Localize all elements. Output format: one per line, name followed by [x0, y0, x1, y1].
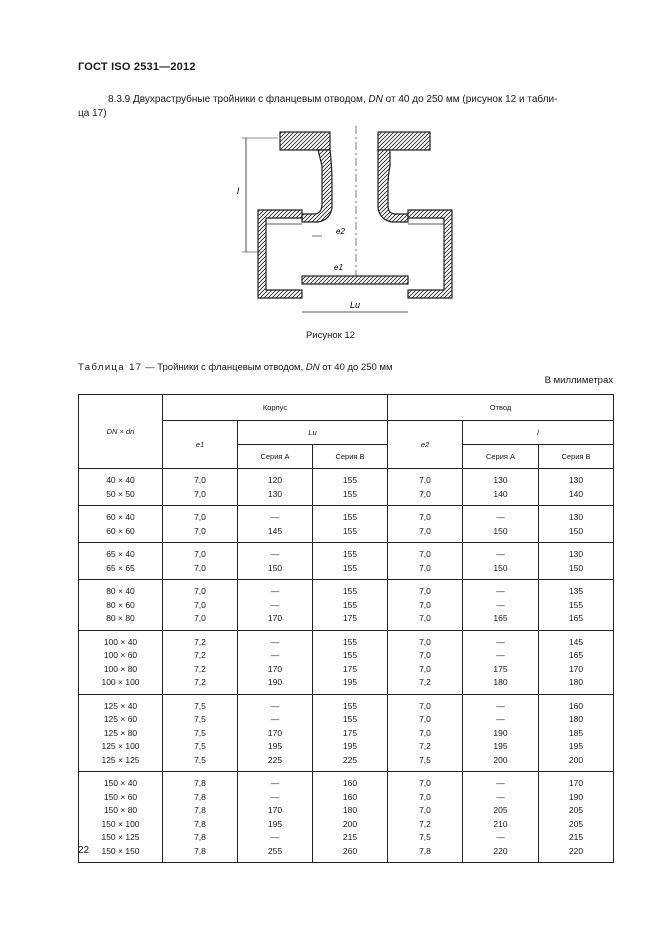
cell-value: 7,0	[194, 525, 206, 536]
cell-value: 7,2	[419, 741, 431, 751]
table-cell	[79, 543, 163, 580]
cell-value: 7,0	[419, 650, 431, 660]
cell-value: 100 × 60	[103, 650, 138, 660]
table-cell	[79, 469, 163, 506]
table-cell	[463, 469, 539, 506]
cell-value: 7,0	[419, 549, 431, 559]
cell-value: 130	[568, 475, 584, 485]
cell-value: 125 × 60	[103, 714, 138, 724]
cell-value: 170	[267, 663, 283, 674]
cell-value: —	[496, 832, 505, 842]
table-cell	[238, 694, 313, 772]
cell-value: 155	[342, 475, 358, 485]
cell-value: —	[270, 791, 280, 802]
table-cell	[163, 772, 238, 863]
cell-value: 160	[342, 778, 358, 788]
cell-value: 125 × 80	[103, 727, 138, 738]
table-cell	[163, 580, 238, 631]
header-series-a: Серия А	[238, 445, 313, 469]
table-cell	[163, 469, 238, 506]
cell-value: —	[270, 700, 280, 711]
cell-value: 175	[493, 663, 508, 674]
cell-value: 195	[267, 741, 283, 751]
cell-value: 7,0	[419, 475, 431, 485]
cell-value: 180	[342, 805, 358, 815]
cell-value: —	[270, 512, 280, 522]
cell-value: 150 × 150	[101, 845, 140, 856]
cell-value: 135	[568, 586, 584, 596]
cell-value: 195	[342, 741, 358, 751]
cell-value: 7,5	[419, 754, 431, 765]
table-cell	[238, 543, 313, 580]
cell-value: 215	[568, 832, 584, 842]
table-cell	[463, 630, 539, 694]
cell-value: 7,0	[194, 549, 206, 559]
label-l: l	[237, 186, 239, 196]
cell-value: 170	[568, 663, 584, 674]
cell-value: 160	[342, 791, 358, 802]
table-cell	[388, 469, 463, 506]
cell-value: —	[270, 549, 280, 559]
cell-value: —	[496, 700, 505, 711]
table-row	[79, 630, 614, 694]
cell-value: 150	[267, 562, 283, 573]
table-cell	[238, 469, 313, 506]
cell-value: —	[496, 599, 505, 610]
table-cell	[79, 580, 163, 631]
cell-value: 180	[568, 677, 584, 687]
table-cell	[463, 580, 539, 631]
cell-value: 7,8	[419, 845, 431, 856]
cell-value: 150 × 40	[103, 778, 138, 788]
cell-value: 7,8	[194, 832, 206, 842]
cell-value: 130	[568, 549, 584, 559]
cell-value: 7,2	[194, 663, 206, 674]
cell-value: 120	[267, 475, 283, 485]
cell-value: 7,8	[194, 778, 206, 788]
cell-value: 145	[267, 525, 283, 536]
dimensions-table	[78, 394, 614, 863]
cell-value: 130	[568, 512, 584, 522]
cell-value: 260	[342, 845, 358, 856]
cell-value: 7,5	[194, 714, 206, 724]
cell-value: 155	[342, 700, 358, 711]
table-cell	[313, 694, 388, 772]
table-cell	[313, 772, 388, 863]
cell-value: 7,0	[419, 663, 431, 674]
table-cell	[163, 694, 238, 772]
table-cell	[79, 772, 163, 863]
cell-value: 100 × 80	[103, 663, 138, 674]
section-number: 8.3.9	[108, 94, 131, 105]
cell-value: 195	[568, 741, 584, 751]
cell-value: 140	[568, 488, 584, 499]
header-l: l	[463, 421, 614, 445]
cell-value: 7,0	[419, 805, 431, 815]
tee-drawing	[228, 126, 468, 326]
cell-value: 125 × 40	[103, 700, 138, 711]
cell-value: 155	[342, 512, 358, 522]
cell-value: 155	[342, 650, 358, 660]
table-cell	[388, 506, 463, 543]
cell-value: —	[496, 791, 505, 802]
cell-value: 155	[342, 599, 358, 610]
cell-value: 130	[493, 475, 508, 485]
cell-value: 180	[568, 714, 584, 724]
table-cell	[238, 772, 313, 863]
cell-value: 205	[568, 818, 584, 829]
table-cell	[388, 543, 463, 580]
header-series-b: Серия В	[313, 445, 388, 469]
cell-value: 255	[267, 845, 283, 856]
cell-value: 7,5	[194, 754, 206, 765]
cell-value: 7,0	[419, 791, 431, 802]
cell-value: 7,0	[194, 512, 206, 522]
cell-value: 7,0	[419, 700, 431, 711]
cell-value: 7,0	[419, 525, 431, 536]
table-cell	[388, 694, 463, 772]
body-bottom-wall	[302, 276, 408, 284]
cell-value: 7,0	[419, 636, 431, 647]
cell-value: 170	[568, 778, 584, 788]
cell-value: 7,0	[419, 727, 431, 738]
cell-value: 7,5	[194, 700, 206, 711]
cell-value: —	[270, 832, 280, 842]
cell-value: 65 × 65	[106, 562, 135, 573]
table-cell	[313, 580, 388, 631]
table-units: В миллиметрах	[544, 375, 613, 386]
cell-value: 155	[342, 488, 358, 499]
table-row	[79, 694, 614, 772]
cell-value: 100 × 100	[101, 677, 140, 687]
cell-value: 175	[342, 663, 358, 674]
table-cell	[463, 694, 539, 772]
cell-value: 220	[493, 845, 508, 856]
cell-value: 125 × 100	[101, 741, 140, 751]
cell-value: 50 × 50	[106, 488, 135, 499]
table-cell	[539, 694, 614, 772]
cell-value: 175	[342, 613, 358, 623]
cell-value: 150	[493, 562, 508, 573]
cell-value: 150 × 80	[103, 805, 138, 815]
cell-value: 155	[342, 714, 358, 724]
table-cell	[79, 506, 163, 543]
right-socket	[408, 210, 452, 298]
table-caption: Таблица 17 — Тройники с фланцевым отводом, DN от 40 до 250 мм	[78, 362, 393, 373]
cell-value: 7,2	[194, 650, 206, 660]
cell-value: 7,2	[419, 818, 431, 829]
header-dn: DN × dn	[79, 395, 163, 469]
table-cell	[313, 630, 388, 694]
cell-value: 165	[568, 650, 584, 660]
table-cell	[463, 543, 539, 580]
cell-value: 190	[493, 727, 508, 738]
table-cell	[313, 543, 388, 580]
section-paragraph: 8.3.9 Двухраструбные тройники с фланцевым отводом, DN от 40 до 250 мм (рисунок 12 и табли- ца 17)	[78, 94, 558, 119]
left-flange	[280, 132, 330, 150]
header-e1: e1	[163, 421, 238, 469]
cell-value: —	[496, 512, 505, 522]
cell-value: 175	[342, 727, 358, 738]
cell-value: 7,0	[419, 562, 431, 573]
cell-value: 155	[342, 562, 358, 573]
table-cell	[463, 506, 539, 543]
cell-value: 7,2	[194, 636, 206, 647]
cell-value: 150 × 125	[101, 832, 140, 842]
cell-value: 155	[342, 525, 358, 536]
table-cell	[539, 543, 614, 580]
cell-value: 150 × 60	[103, 791, 138, 802]
cell-value: 155	[568, 599, 584, 610]
cell-value: 125 × 125	[101, 754, 140, 765]
table-row	[79, 543, 614, 580]
table-cell	[313, 469, 388, 506]
cell-value: 7,2	[419, 677, 431, 687]
cell-value: 7,0	[194, 599, 206, 610]
cell-value: —	[270, 714, 280, 724]
cell-value: 80 × 40	[106, 586, 135, 596]
cell-value: 7,0	[419, 488, 431, 499]
table-cell	[163, 506, 238, 543]
cell-value: 7,5	[194, 741, 206, 751]
label-e2: e2	[336, 227, 345, 236]
table-cell	[463, 772, 539, 863]
table-cell	[539, 580, 614, 631]
cell-value: 170	[267, 727, 283, 738]
cell-value: —	[496, 714, 505, 724]
header-series-a-branch: Серия А	[463, 445, 539, 469]
cell-value: 195	[342, 677, 358, 687]
cell-value: 200	[342, 818, 358, 829]
cell-value: —	[270, 650, 280, 660]
cell-value: 7,0	[194, 613, 206, 623]
label-e1: e1	[334, 263, 343, 272]
cell-value: 205	[493, 805, 508, 815]
right-flange	[378, 132, 430, 150]
table-cell	[539, 506, 614, 543]
cell-value: 7,0	[194, 586, 206, 596]
cell-value: 40 × 40	[106, 475, 135, 485]
cell-value: 100 × 40	[103, 636, 138, 647]
cell-value: 200	[493, 754, 508, 765]
cell-value: 220	[568, 845, 584, 856]
cell-value: 7,0	[419, 613, 431, 623]
table-cell	[539, 469, 614, 506]
table-row	[79, 506, 614, 543]
left-socket	[258, 210, 302, 298]
branch-wall-right	[378, 150, 408, 222]
cell-value: 7,0	[419, 778, 431, 788]
table-cell	[238, 630, 313, 694]
cell-value: 7,8	[194, 845, 206, 856]
cell-value: 7,0	[419, 714, 431, 724]
cell-value: —	[270, 778, 280, 788]
cell-value: 7,0	[194, 488, 206, 499]
cell-value: 65 × 40	[106, 549, 135, 559]
table-row	[79, 772, 614, 863]
cell-value: —	[496, 586, 505, 596]
table-cell	[388, 772, 463, 863]
cell-value: 200	[568, 754, 584, 765]
cell-value: —	[496, 549, 505, 559]
cell-value: —	[270, 599, 280, 610]
cell-value: —	[496, 778, 505, 788]
cell-value: 60 × 60	[106, 525, 135, 536]
table-cell	[388, 580, 463, 631]
table-row	[79, 580, 614, 631]
cell-value: 225	[267, 754, 283, 765]
cell-value: 7,0	[419, 512, 431, 522]
cell-value: 165	[493, 613, 508, 623]
table-cell	[238, 580, 313, 631]
cell-value: 170	[267, 613, 283, 623]
table-cell	[163, 543, 238, 580]
cell-value: 7,5	[194, 727, 206, 738]
cell-value: 80 × 60	[106, 599, 135, 610]
cell-value: —	[496, 636, 505, 647]
cell-value: 130	[267, 488, 283, 499]
cell-value: 190	[568, 791, 584, 802]
cell-value: 7,8	[194, 818, 206, 829]
cell-value: 7,0	[419, 586, 431, 596]
cell-value: 150 × 100	[101, 818, 140, 829]
cell-value: 60 × 40	[106, 512, 135, 522]
header-body: Корпус	[163, 395, 388, 421]
table-cell	[539, 630, 614, 694]
cell-value: 7,2	[194, 677, 206, 687]
figure-caption: Рисунок 12	[305, 330, 356, 341]
cell-value: 210	[493, 818, 508, 829]
cell-value: 195	[267, 818, 283, 829]
cell-value: 160	[568, 700, 584, 711]
header-lu: Lu	[238, 421, 388, 445]
cell-value: 180	[493, 677, 508, 687]
cell-value: 155	[342, 586, 358, 596]
header-e2: e2	[388, 421, 463, 469]
cell-value: —	[270, 586, 280, 596]
cell-value: 150	[568, 562, 584, 573]
cell-value: 190	[267, 677, 283, 687]
header-series-b-branch: Серия В	[539, 445, 614, 469]
cell-value: —	[496, 650, 505, 660]
branch-wall-left	[302, 150, 332, 222]
page-header: ГОСТ ISO 2531—2012	[78, 61, 196, 73]
cell-value: 7,5	[419, 832, 431, 842]
cell-value: 7,8	[194, 791, 206, 802]
header-branch: Отвод	[388, 395, 614, 421]
cell-value: 165	[568, 613, 584, 623]
cell-value: 225	[342, 754, 358, 765]
cell-value: 7,0	[194, 475, 206, 485]
cell-value: 7,0	[419, 599, 431, 610]
cell-value: 7,8	[194, 805, 206, 815]
cell-value: 195	[493, 741, 508, 751]
table-cell	[388, 630, 463, 694]
cell-value: 155	[342, 549, 358, 559]
cell-value: 150	[568, 525, 584, 536]
cell-value: 205	[568, 805, 584, 815]
table-row	[79, 469, 614, 506]
table-cell	[79, 630, 163, 694]
label-lu: Lu	[350, 300, 361, 310]
table-cell	[238, 506, 313, 543]
cell-value: 7,0	[194, 562, 206, 573]
cell-value: 185	[568, 727, 584, 738]
cell-value: 80 × 80	[106, 613, 135, 623]
table-cell	[313, 506, 388, 543]
cell-value: 150	[493, 525, 508, 536]
cell-value: —	[270, 636, 280, 647]
page-number: 22	[78, 845, 90, 856]
cell-value: 215	[342, 832, 358, 842]
table-cell	[163, 630, 238, 694]
cell-value: 170	[267, 805, 283, 815]
cell-value: 155	[342, 636, 358, 647]
cell-value: 145	[568, 636, 584, 647]
cell-value: 140	[493, 488, 508, 499]
table-cell	[539, 772, 614, 863]
table-cell	[79, 694, 163, 772]
